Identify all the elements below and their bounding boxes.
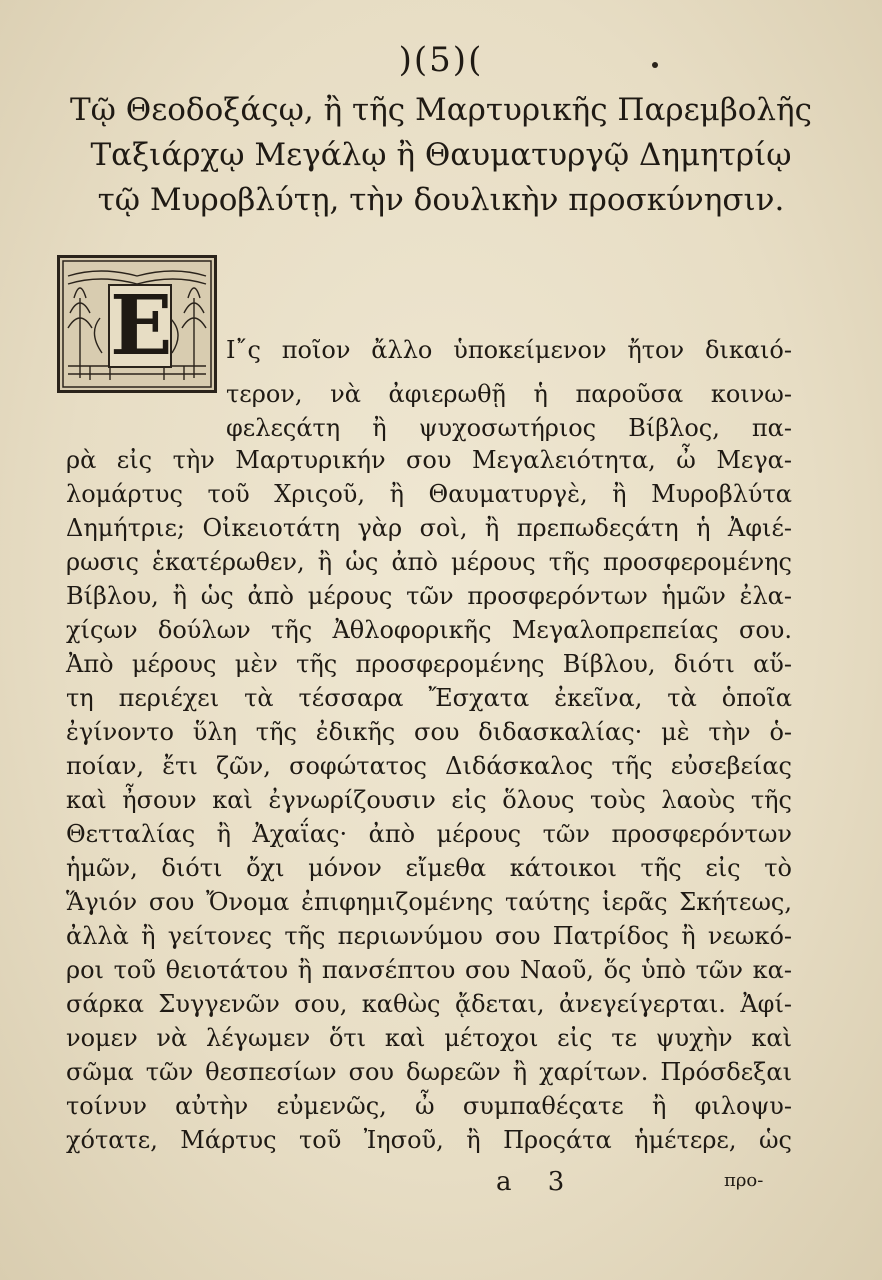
signature-mark: a 3 [496,1167,579,1197]
heading-line: τῷ Μυροβλύτῃ, τὴν δουλικὴν προσκύνησιν. [97,182,785,218]
text-line: Ἅγιόν σου Ὄνομα ἐπιφημιζομένης ταύτης ἱερᾶς Σκήτεως, [66,888,792,916]
catchword: προ- [724,1170,764,1191]
text-line: Ἀπὸ μέρους μὲν τῆς προσφερομένης Βίβλου, διότι αὕ- [66,650,792,678]
text-line: Δημήτριε; Οἰκειοτάτη γὰρ σοὶ, ἢ πρεπωδεςάτη ἡ Ἀφιέ- [66,514,792,542]
text-line: καὶ ἦσουν καὶ ἐγνωρίζουσιν εἰς ὅλους τοὺς λαοὺς τῆς [66,786,792,814]
text-line: ροι τοῦ θειοτάτου ἢ πανσέπτου σου Ναοῦ, ὅς ὑπὸ τῶν κα- [66,956,792,984]
text-line: σῶμα τῶν θεσπεσίων σου δωρεῶν ἢ χαρίτων. Πρόσδεξαι [66,1058,792,1086]
dedication-heading [40,88,842,223]
text-line: λομάρτυς τοῦ Χριςοῦ, ἢ Θαυματυργὲ, ἢ Μυροβλύτα [66,480,792,508]
text-line: τοίνυν αὐτὴν εὐμενῶς, ὦ συμπαθέςατε ἢ φιλοψυ- [66,1092,792,1120]
decorated-initial [57,255,217,393]
text-line: νομεν νὰ λέγωμεν ὅτι καὶ μέτοχοι εἰς τε ψυχὴν καὶ [66,1024,792,1052]
text-line: ἡμῶν, διότι ὄχι μόνον εἴμεθα κάτοικοι τῆς εἰς τὸ [66,854,792,882]
text-line: σάρκα Συγγενῶν σου, καθὼς ᾄδεται, ἀνεγείγερται. Ἀφί- [66,990,792,1018]
heading-line: Ταξιάρχῳ Μεγάλῳ ἢ Θαυματυργῷ Δημητρίῳ [90,137,792,173]
text-line: ἐγίνοντο ὕλη τῆς ἐδικῆς σου διδασκαλίας· μὲ τὴν ὁ- [66,718,792,746]
text-line: τερον, νὰ ἀφιερωθῇ ἡ παροῦσα κοινω- [226,380,792,408]
page-number: )(5)( [398,40,484,80]
text-line: ποίαν, ἔτι ζῶν, σοφώτατος Διδάσκαλος τῆς εὐσεβείας [66,752,792,780]
text-line: ρὰ εἰς τὴν Μαρτυρικήν σου Μεγαλειότητα, ὦ Μεγα- [66,446,792,474]
text-line: ἀλλὰ ἢ γείτονες τῆς περιωνύμου σου Πατρίδος ἢ νεωκό- [66,922,792,950]
initial-letter: Ε [110,278,173,374]
text-line: χίςων δούλων τῆς Ἀθλοφορικῆς Μεγαλοπρεπείας σου. [66,616,792,644]
text-line: Ι῎ς ποῖον ἄλλο ὑποκείμενον ἤτον δικαιό- [226,336,792,364]
text-line: χότατε, Μάρτυς τοῦ Ἰησοῦ, ἢ Προςάτα ἡμέτερε, ὡς [66,1126,792,1154]
text-line: τη περιέχει τὰ τέσσαρα Ἔσχατα ἐκεῖνα, τὰ ὁποῖα [66,684,792,712]
text-line: ρωσις ἑκατέρωθεν, ἢ ὡς ἀπὸ μέρους τῆς προσφερομένης [66,548,792,576]
text-line: Βίβλου, ἢ ὡς ἀπὸ μέρους τῶν προσφερόντων ἡμῶν ἐλα- [66,582,792,610]
ink-dot [652,62,658,68]
text-line: φελεςάτη ἢ ψυχοσωτήριος Βίβλος, πα- [226,414,792,442]
heading-line: Τῷ Θεοδοξάςῳ, ἢ τῆς Μαρτυρικῆς Παρεμβολῆς [69,92,812,128]
text-line: Θετταλίας ἢ Ἀχαΐας· ἀπὸ μέρους τῶν προσφερόντων [66,820,792,848]
